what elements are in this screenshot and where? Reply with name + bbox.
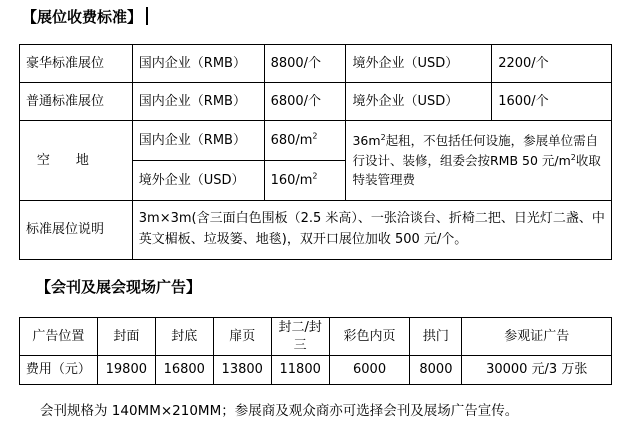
- foreign-price: 1600/个: [492, 83, 612, 121]
- domestic-price: 8800/个: [264, 45, 346, 83]
- booth-description: 3m×3m(含三面白色围板（2.5 米高）、一张洽谈台、折椅二把、日光灯二盏、中英文楣板、垃圾篓、地毯)，双开口展位加收 500 元/个。: [132, 201, 611, 260]
- header-cell: 广告位置: [20, 318, 98, 356]
- price-cell: 19800: [97, 356, 155, 385]
- domestic-price: 6800/个: [264, 83, 346, 121]
- advertising-table: [19, 317, 612, 385]
- price-cell: 8000: [410, 356, 462, 385]
- heading-booth-fees-text: 【展位收费标准】: [22, 8, 143, 26]
- price-cell: 6000: [329, 356, 410, 385]
- domestic-label: 国内企业（RMB）: [132, 121, 264, 161]
- header-cell: 参观证广告: [462, 318, 612, 356]
- space-note: $36m^2$起租，不包括任何设施，参展单位需自行设计、装修，组委会按RMB 50 元$/m^2$收取特装管理费: [346, 121, 612, 201]
- header-cell: 扉页: [213, 318, 271, 356]
- row-label: 标准展位说明: [20, 201, 133, 260]
- foreign-price: 2200/个: [492, 45, 612, 83]
- booth-fee-table: [19, 44, 612, 260]
- header-cell: 拱门: [410, 318, 462, 356]
- header-cell: 封二/封三: [271, 318, 329, 356]
- price-cell: 30000 元/3 万张: [462, 356, 612, 385]
- foreign-label: 境外企业（USD）: [132, 161, 264, 201]
- price-cell: 16800: [155, 356, 213, 385]
- table-row: [20, 45, 612, 83]
- foreign-price: $160/m^2$: [264, 161, 346, 201]
- heading-booth-fees: [22, 6, 148, 27]
- domestic-label: 国内企业（RMB）: [132, 45, 264, 83]
- footer-note: 会刊规格为 140MM×210MM；参展商及观众商亦可选择会刊及展场广告宣传。: [40, 403, 519, 419]
- foreign-label: 境外企业（USD）: [346, 45, 492, 83]
- header-cell: 封面: [97, 318, 155, 356]
- table-row: [20, 201, 612, 260]
- text-cursor: [146, 7, 148, 25]
- heading-advertising: 【会刊及展会现场广告】: [36, 278, 202, 296]
- row-label: 豪华标准展位: [20, 45, 133, 83]
- domestic-label: 国内企业（RMB）: [132, 83, 264, 121]
- table-row: [20, 83, 612, 121]
- table-row: [20, 318, 612, 356]
- price-cell: 11800: [271, 356, 329, 385]
- price-cell: 13800: [213, 356, 271, 385]
- row-label: 费用（元）: [20, 356, 98, 385]
- row-label: 普通标准展位: [20, 83, 133, 121]
- domestic-price: $680/m^2$: [264, 121, 346, 161]
- table-row: [20, 121, 612, 161]
- foreign-label: 境外企业（USD）: [346, 83, 492, 121]
- header-cell: 封底: [155, 318, 213, 356]
- header-cell: 彩色内页: [329, 318, 410, 356]
- table-row: [20, 356, 612, 385]
- row-label: 空地: [20, 121, 133, 201]
